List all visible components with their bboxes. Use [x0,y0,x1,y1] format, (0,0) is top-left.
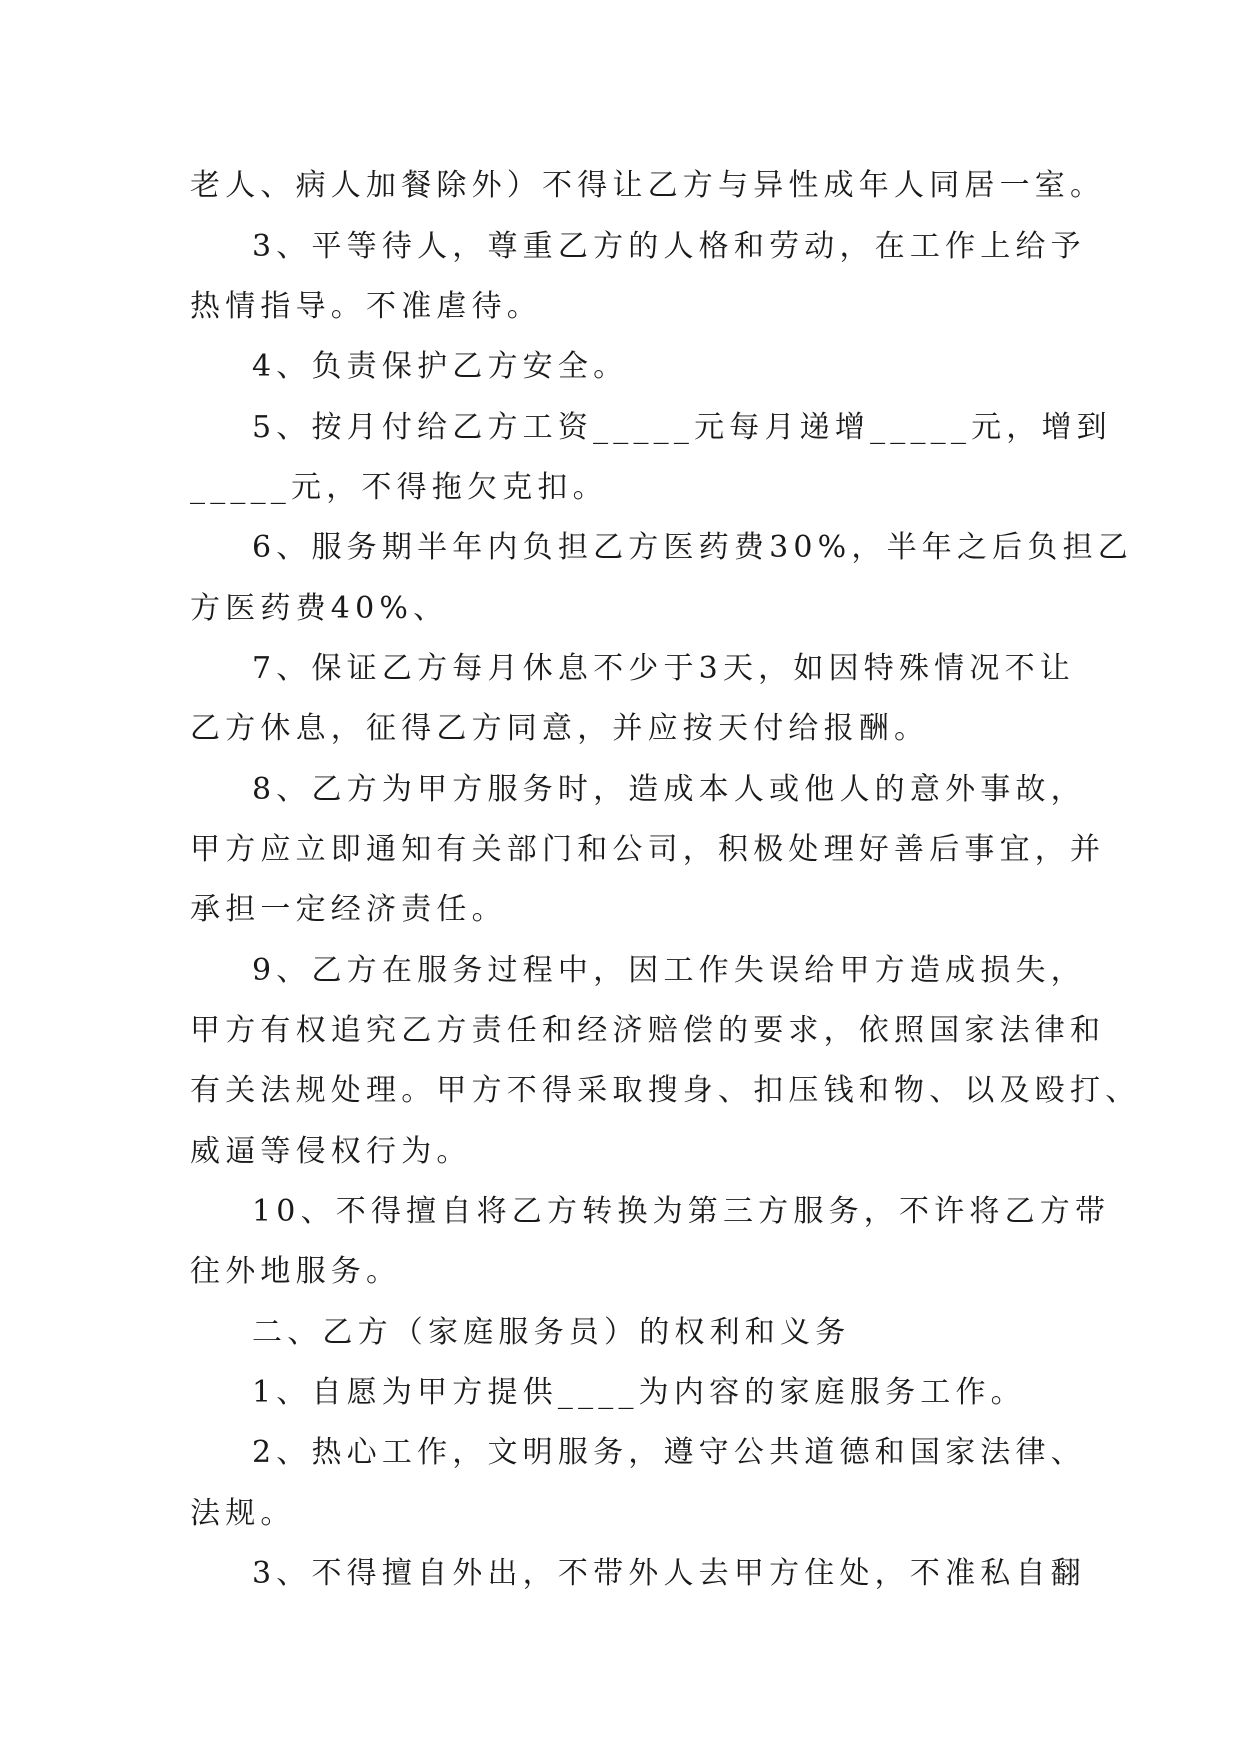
text-line: 乙方休息，征得乙方同意，并应按天付给报酬。 [190,711,930,746]
list-item-3: 3、平等待人，尊重乙方的人格和劳动，在工作上给予 [252,229,1086,264]
list-item-1: 1、自愿为甲方提供____为内容的家庭服务工作。 [252,1375,1026,1410]
text-line: 有关法规处理。甲方不得采取搜身、扣压钱和物、以及殴打、 [190,1073,1141,1108]
list-item-9: 9、乙方在服务过程中，因工作失误给甲方造成损失， [252,953,1086,988]
text-line: _____元，不得拖欠克扣。 [190,470,608,505]
text-line: 威逼等侵权行为。 [190,1134,472,1169]
list-item-4: 4、负责保护乙方安全。 [252,349,629,384]
text-line: 老人、病人加餐除外）不得让乙方与异性成年人同居一室。 [190,168,1106,203]
list-item-6: 6、服务期半年内负担乙方医药费30%，半年之后负担乙 [252,530,1133,565]
list-item-10: 10、不得擅自将乙方转换为第三方服务，不许将乙方带 [252,1194,1111,1229]
text-line: 热情指导。不准虐待。 [190,289,542,324]
text-line: 法规。 [190,1496,296,1531]
text-line: 方医药费40%、 [190,591,449,626]
text-line: 承担一定经济责任。 [190,892,507,927]
list-item-8: 8、乙方为甲方服务时，造成本人或他人的意外事故， [252,772,1086,807]
text-line: 往外地服务。 [190,1254,402,1289]
list-item-7: 7、保证乙方每月休息不少于3天，如因特殊情况不让 [252,651,1075,686]
text-line: 甲方有权追究乙方责任和经济赔偿的要求，依照国家法律和 [190,1013,1106,1048]
list-item-5: 5、按月付给乙方工资_____元每月递增_____元，增到 [252,410,1112,445]
section-heading: 二、乙方（家庭服务员）的权利和义务 [252,1315,851,1350]
text-line: 甲方应立即通知有关部门和公司，积极处理好善后事宜，并 [190,832,1106,867]
list-item-2: 2、热心工作，文明服务，遵守公共道德和国家法律、 [252,1435,1086,1470]
list-item-3: 3、不得擅自外出，不带外人去甲方住处，不准私自翻 [252,1556,1086,1591]
